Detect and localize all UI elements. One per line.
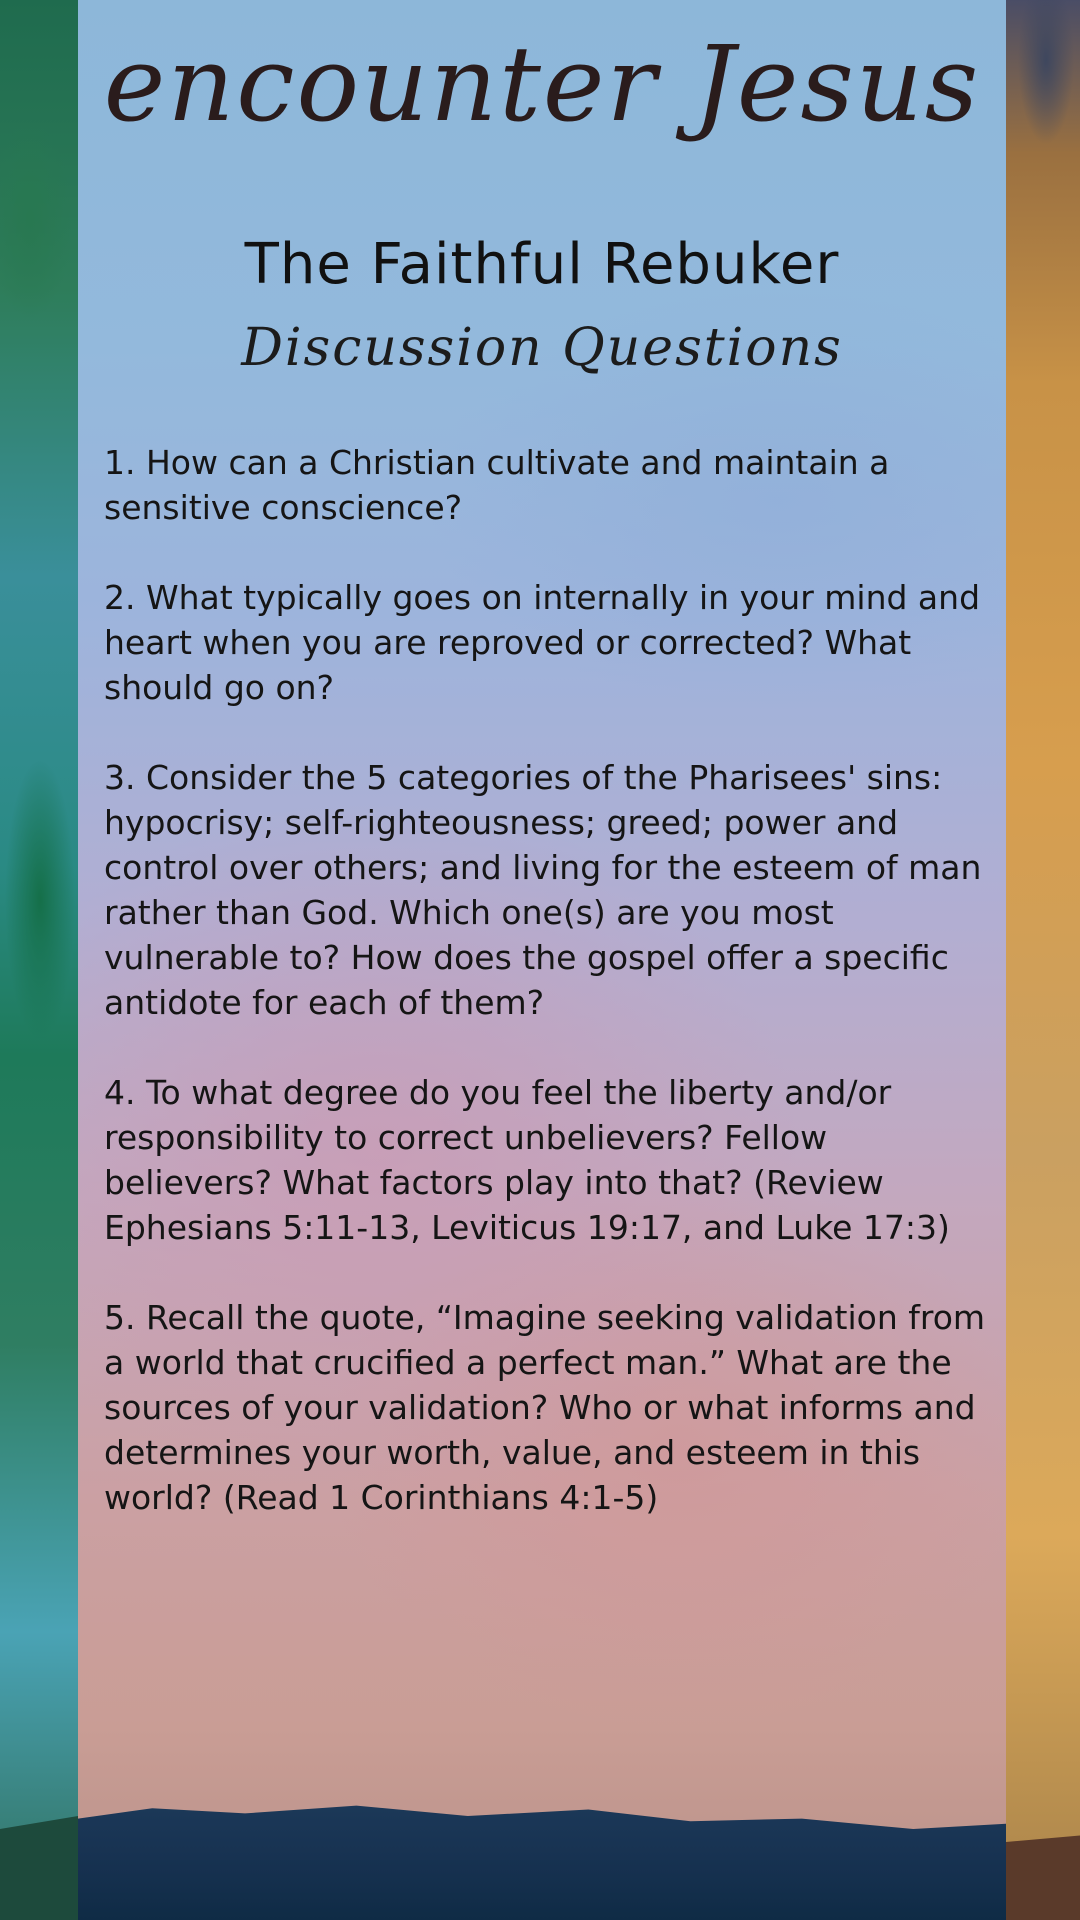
list-item: 4. To what degree do you feel the liberty and/or responsibility to correct unbelievers? Fellow believers? What factors play into that? (Review Ephesians 5:11-13, Leviticus 19:17, and Luke 17:3) — [104, 1073, 950, 1247]
list-item: 1. How can a Christian cultivate and maintain a sensitive conscience? — [104, 443, 890, 527]
section-subtitle: Discussion Questions — [241, 318, 843, 378]
list-item: 3. Consider the 5 categories of the Pharisees' sins: hypocrisy; self-righteousness; greed; power and control over others; and living for the esteem of man rather than God. Which one(s) are you most vulnerable to? How does the gospel offer a specific antidote for each of them? — [104, 758, 982, 1022]
page-title: The Faithful Rebuker — [244, 232, 840, 297]
painted-background-right — [1006, 0, 1080, 1920]
question-list — [104, 440, 994, 1565]
content-panel — [78, 0, 1006, 1920]
list-item: 5. Recall the quote, “Imagine seeking validation from a world that crucified a perfect man.” What are the sources of your validation? Who or what informs and determines your worth, value, and esteem in this world? (Read 1 Corinthians 4:1-5) — [104, 1298, 986, 1517]
landscape-silhouette — [78, 1790, 1006, 1920]
list-item: 2. What typically goes on internally in your mind and heart when you are reproved or corrected? What should go on? — [104, 578, 981, 707]
series-script-title: encounter Jesus — [103, 23, 981, 145]
painted-background-left — [0, 0, 78, 1920]
